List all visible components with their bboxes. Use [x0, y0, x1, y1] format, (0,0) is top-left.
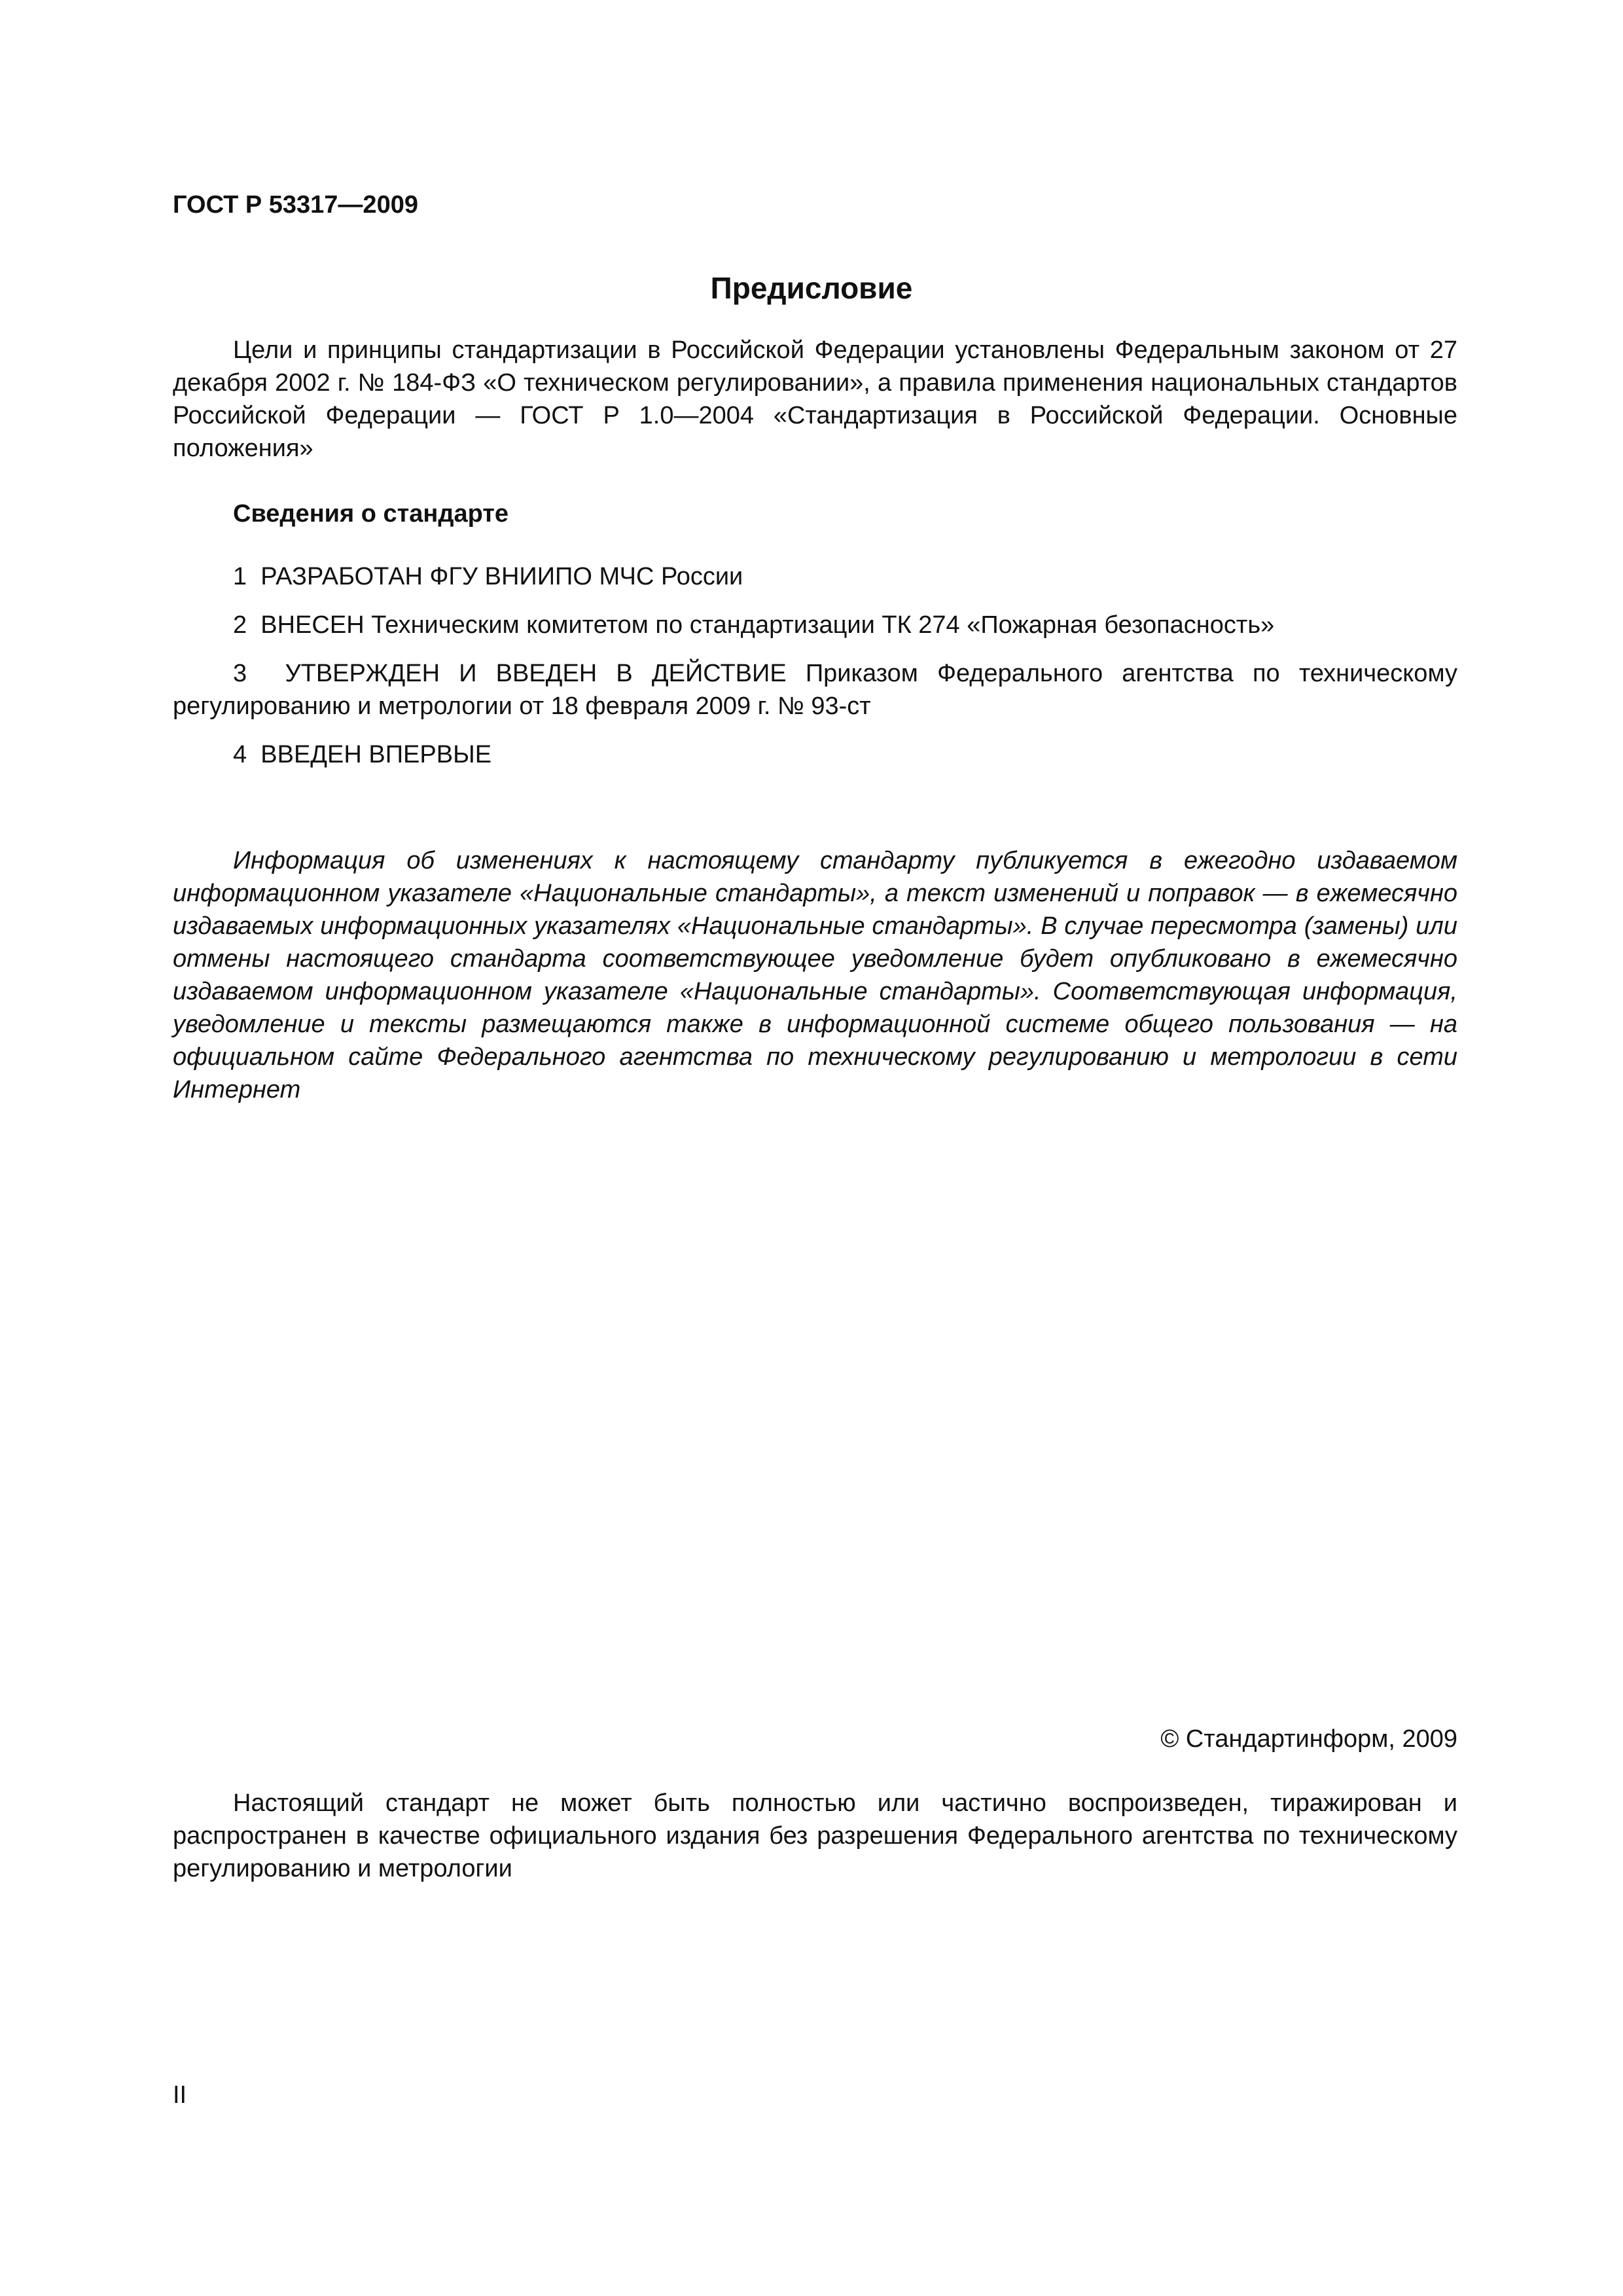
standard-info-heading: Сведения о стандарте: [233, 500, 509, 528]
item-text: ВВЕДЕН ВПЕРВЫЕ: [260, 741, 492, 768]
standard-info-item: [173, 738, 1457, 771]
item-text: УТВЕРЖДЕН И ВВЕДЕН В ДЕЙСТВИЕ Приказом Федерального агентства по техническому регулированию и метрологии от 18 февраля 2009 г. № 93-ст: [173, 660, 1457, 720]
standard-code: ГОСТ Р 53317—2009: [173, 191, 418, 219]
changes-note: Информация об изменениях к настоящему стандарту публикуется в ежегодно издаваемом информационном указателе «Национальные стандарты», а текст изменений и поправок — в ежемесячно издаваемых информационных указателях «Национальные стандарты». В случае пересмотра (замены) или отмены настоящего стандарта соответствующее уведомление будет опубликовано в ежемесячно издаваемом информационном указателе «Национальные стандарты». Соответствующая информация, уведомление и тексты размещаются также в информационной системе общего пользования — на официальном сайте Федерального агентства по техническому регулированию и метрологии в сети Интернет: [173, 847, 1457, 1103]
intro-paragraph: Цели и принципы стандартизации в Российской Федерации установлены Федеральным законом от 27 декабря 2002 г. № 184-ФЗ «О техническом регулировании», а правила применения национальных стандартов Российской Федерации — ГОСТ Р 1.0—2004 «Стандартизация в Российской Федерации. Основные положения»: [173, 336, 1457, 462]
item-text: РАЗРАБОТАН ФГУ ВНИИПО МЧС России: [260, 563, 743, 590]
item-number: 1: [233, 563, 247, 590]
item-number: 4: [233, 741, 247, 768]
item-number: 2: [233, 611, 247, 639]
item-number: 3: [233, 660, 247, 687]
standard-info-item: [173, 657, 1457, 723]
copyright-line: © Стандартинформ, 2009: [1160, 1725, 1457, 1753]
item-text: ВНЕСЕН Техническим комитетом по стандартизации ТК 274 «Пожарная безопасность»: [260, 611, 1275, 639]
standard-info-item: [173, 609, 1457, 641]
rights-notice: Настоящий стандарт не может быть полностью или частично воспроизведен, тиражирован и распространен в качестве официального издания без разрешения Федерального агентства по техническому регулированию и метрологии: [173, 1789, 1457, 1882]
page-title: Предисловие: [710, 271, 913, 305]
standard-info-item: [173, 560, 1457, 593]
page-number: II: [173, 2081, 187, 2109]
